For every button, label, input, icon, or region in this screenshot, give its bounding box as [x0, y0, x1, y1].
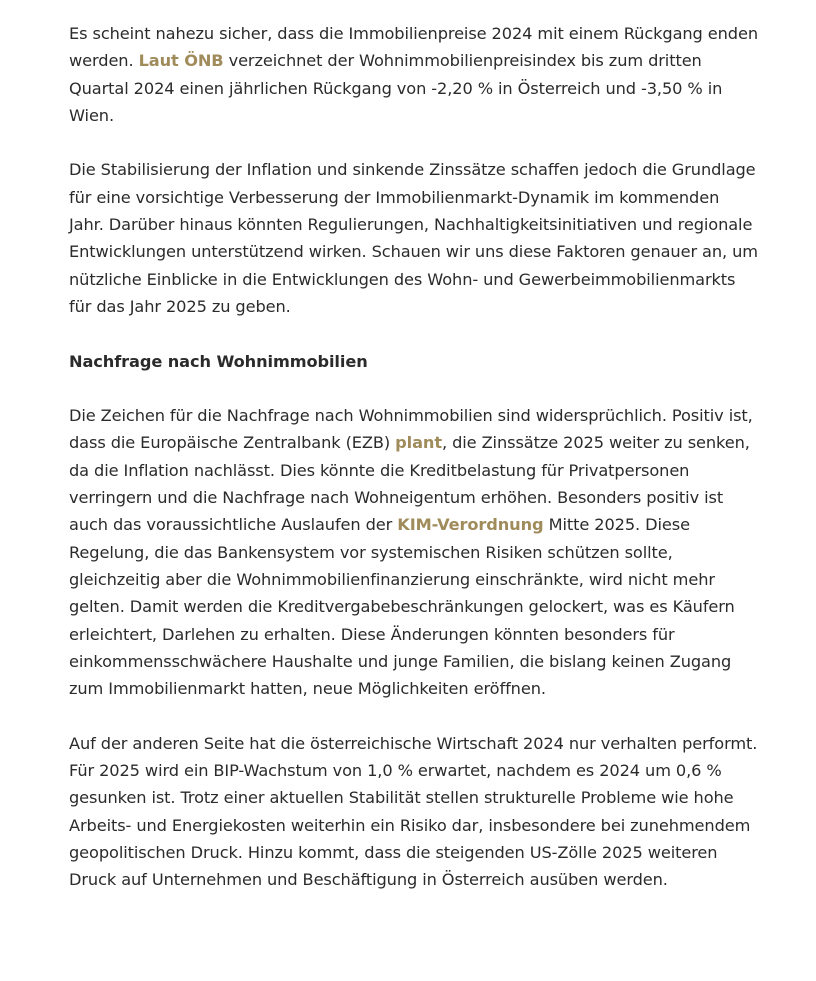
kim-verordnung-link[interactable]: KIM-Verordnung: [397, 515, 544, 535]
demand-paragraph: [69, 402, 759, 702]
economy-paragraph: Auf der anderen Seite hat die österreichische Wirtschaft 2024 nur verhalten performt. Für 2025 wird ein BIP-Wachstum von 1,0 % erwartet, nachdem es 2024 um 0,6 % gesunken ist. Trotz einer aktuellen Stabilität stellen strukturelle Probleme wie hohe Arbeits- und Energiekosten weiterhin ein Risiko dar, insbesondere bei zunehmendem geopolitischen Druck. Hinzu kommt, dass die steigenden US-Zölle 2025 weiteren Druck auf Unternehmen und Beschäftigung in Österreich ausüben werden.: [69, 733, 758, 890]
paragraph-text: Die Zeichen für die Nachfrage nach Wohnimmobilien sind widersprüchlich. Positiv ist, dass die Europäische Zentralbank (EZB): [69, 406, 753, 453]
paragraph-text: verzeichnet der Wohnimmobilienpreisindex bis zum dritten Quartal 2024 einen jährlichen Rückgang von -2,20 % in Österreich und -3,50 % in Wien.: [69, 51, 723, 125]
paragraph-text: , die Zinssätze 2025 weiter zu senken, da die Inflation nachlässt. Dies könnte die Kreditbelastung für Privatpersonen verringern und die Nachfrage nach Wohneigentum erhöhen. Besonders positiv ist auch das voraussichtliche Auslaufen der: [69, 433, 750, 535]
ezb-plant-link[interactable]: plant: [395, 433, 442, 453]
intro-paragraph: [69, 20, 759, 129]
section-heading: Nachfrage nach Wohnimmobilien: [69, 351, 368, 371]
paragraph-text: Es scheint nahezu sicher, dass die Immobilienpreise 2024 mit einem Rückgang enden werden.: [69, 24, 758, 71]
oenb-link[interactable]: Laut ÖNB: [138, 51, 224, 71]
article-body: [69, 20, 759, 921]
outlook-paragraph: Die Stabilisierung der Inflation und sinkende Zinssätze schaffen jedoch die Grundlage für eine vorsichtige Verbesserung der Immobilienmarkt-Dynamik im kommenden Jahr. Darüber hinaus könnten Regulierungen, Nachhaltigkeitsinitiativen und regionale Entwicklungen unterstützend wirken. Schauen wir uns diese Faktoren genauer an, um nützliche Einblicke in die Entwicklungen des Wohn- und Gewerbeimmobilienmarkts für das Jahr 2025 zu geben.: [69, 160, 758, 316]
paragraph-text: Mitte 2025. Diese Regelung, die das Bankensystem vor systemischen Risiken schützen sollte, gleichzeitig aber die Wohnimmobilienfinanzierung einschränkte, wird nicht mehr gelten. Damit werden die Kreditvergabebeschränkungen gelockert, was es Käufern erleichtert, Darlehen zu erhalten. Diese Änderungen könnten besonders für einkommensschwächere Haushalte und junge Familien, die bislang keinen Zugang zum Immobilienmarkt hatten, neue Möglichkeiten eröffnen.: [69, 515, 735, 699]
